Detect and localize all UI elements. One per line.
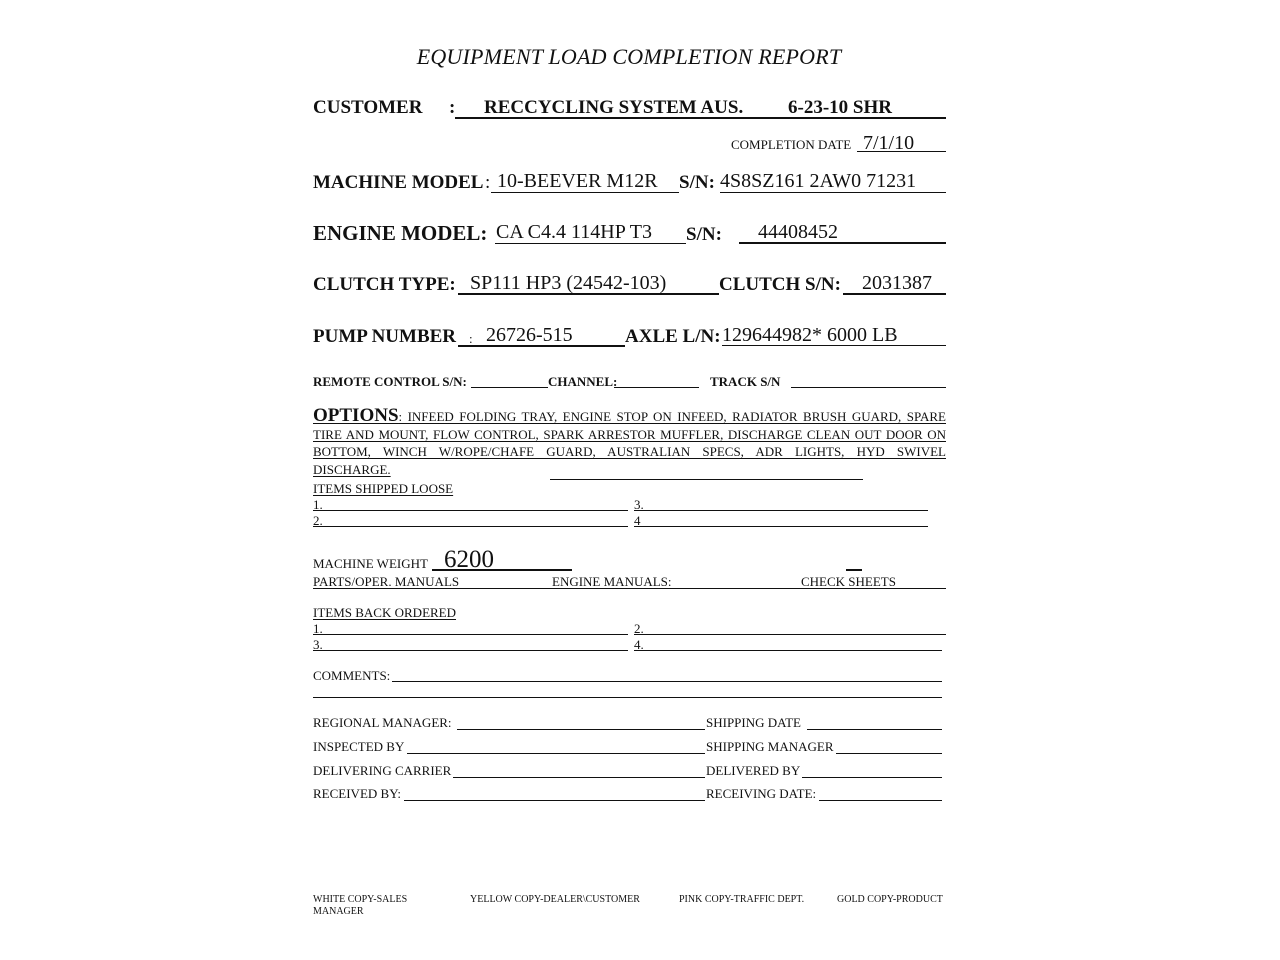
channel-line: [614, 387, 699, 388]
track-sn-label: TRACK S/N: [710, 374, 781, 389]
delivering-carrier-line: [453, 777, 705, 778]
machine-weight-value: 6200: [444, 546, 494, 573]
pump-number-value: 26726-515: [486, 324, 573, 346]
clutch-type-label: CLUTCH TYPE:: [313, 274, 456, 295]
engine-manuals-label: ENGINE MANUALS:: [552, 574, 672, 589]
back-ordered-1: 1.: [313, 621, 323, 636]
comments-label: COMMENTS:: [313, 668, 391, 683]
engine-model-line: [495, 243, 686, 244]
machine-model-colon: :: [485, 172, 491, 193]
axle-value: 129644982* 6000 LB: [722, 324, 898, 346]
manuals-line: [313, 588, 946, 589]
gold-copy-label: GOLD COPY-PRODUCT: [837, 894, 943, 905]
engine-model-value: CA C4.4 114HP T3: [496, 221, 652, 243]
pump-number-colon: :: [469, 331, 473, 346]
white-copy-label-2: MANAGER: [313, 906, 364, 917]
pump-number-line: [458, 345, 625, 347]
axle-label: AXLE L/N:: [625, 326, 721, 347]
options-block: [313, 407, 946, 478]
back-ordered-4: 4.: [634, 637, 644, 652]
options-text: : INFEED FOLDING TRAY, ENGINE STOP ON INFEED, RADIATOR BRUSH GUARD, SPARE TIRE AND MOUNT, FLOW CONTROL, SPARK ARRESTOR MUFFLER, DISCHARGE CLEAN OUT DOOR ON BOTTOM, WINCH W/ROPE/CHAFE GUARD, AUSTRALIAN SPECS, ADR LIGHTS, HYD SWIVEL DISCHARGE.: [313, 409, 946, 477]
engine-model-label: ENGINE MODEL:: [313, 221, 488, 245]
customer-label: CUSTOMER: [313, 97, 423, 118]
check-sheets-label: CHECK SHEETS: [801, 574, 896, 589]
options-end-line: [550, 479, 863, 480]
engine-sn-label: S/N:: [686, 224, 722, 245]
machine-sn-line: [720, 192, 946, 193]
machine-weight-line: [432, 569, 572, 571]
regional-manager-line: [457, 729, 705, 730]
completion-date-line: [857, 151, 946, 152]
clutch-sn-label: CLUTCH S/N:: [719, 274, 841, 295]
shipped-loose-2: 2.: [313, 513, 323, 528]
check-mark-line: [846, 569, 862, 571]
receiving-date-line: [819, 800, 942, 801]
yellow-copy-label: YELLOW COPY-DEALER\CUSTOMER: [470, 894, 640, 905]
customer-underline: [455, 117, 946, 119]
engine-sn-value: 44408452: [758, 221, 838, 243]
remote-control-label: REMOTE CONTROL S/N:: [313, 374, 467, 389]
received-by-label: RECEIVED BY:: [313, 786, 401, 801]
parts-manuals-label: PARTS/OPER. MANUALS: [313, 574, 460, 589]
completion-date-value: 7/1/10: [863, 132, 915, 154]
comments-line-2: [313, 697, 942, 698]
shipping-manager-line: [836, 753, 942, 754]
delivered-by-line: [802, 777, 942, 778]
shipping-manager-label: SHIPPING MANAGER: [706, 739, 834, 754]
back-ordered-2: 2.: [634, 621, 644, 636]
clutch-type-line: [458, 293, 719, 295]
shipped-loose-label: ITEMS SHIPPED LOOSE: [313, 481, 454, 496]
received-by-line: [404, 800, 705, 801]
back-ordered-line-1: [313, 634, 628, 635]
shipped-loose-line-3: [634, 510, 928, 511]
report-title: EQUIPMENT LOAD COMPLETION REPORT: [416, 44, 842, 69]
regional-manager-label: REGIONAL MANAGER:: [313, 715, 452, 730]
comments-line-1: [392, 681, 942, 682]
shipped-loose-line-2: [313, 526, 628, 527]
channel-label: CHANNEL:: [548, 374, 618, 389]
pink-copy-label: PINK COPY-TRAFFIC DEPT.: [679, 894, 805, 905]
customer-colon: :: [449, 97, 456, 118]
machine-sn-label: S/N:: [679, 172, 715, 193]
inspected-by-line: [407, 753, 705, 754]
clutch-type-value: SP111 HP3 (24542-103): [470, 272, 667, 294]
clutch-sn-value: 2031387: [862, 272, 932, 294]
inspected-by-label: INSPECTED BY: [313, 739, 405, 754]
shipping-date-line: [807, 729, 942, 730]
machine-weight-label: MACHINE WEIGHT: [313, 556, 428, 571]
shipped-loose-1: 1.: [313, 497, 323, 512]
options-label: OPTIONS: [313, 405, 399, 426]
shipped-loose-line-1: [313, 510, 628, 511]
back-ordered-3: 3.: [313, 637, 323, 652]
shipped-loose-4: 4: [634, 513, 641, 528]
shipped-loose-3: 3.: [634, 497, 644, 512]
remote-control-line: [471, 387, 548, 388]
back-ordered-line-2: [634, 634, 946, 635]
track-sn-line: [791, 387, 946, 388]
machine-model-line: [491, 192, 679, 193]
delivered-by-label: DELIVERED BY: [706, 763, 801, 778]
clutch-sn-line: [843, 293, 946, 295]
delivering-carrier-label: DELIVERING CARRIER: [313, 763, 452, 778]
shipped-loose-line-4: [634, 526, 928, 527]
back-ordered-line-4: [634, 650, 942, 651]
customer-code: 6-23-10 SHR: [788, 97, 892, 118]
shipping-date-label: SHIPPING DATE: [706, 715, 801, 730]
machine-model-label: MACHINE MODEL: [313, 172, 484, 193]
axle-line: [722, 345, 946, 346]
back-ordered-line-3: [313, 650, 628, 651]
customer-value: RECCYCLING SYSTEM AUS.: [484, 97, 744, 118]
engine-sn-line: [739, 242, 946, 244]
machine-model-value: 10-BEEVER M12R: [497, 170, 658, 192]
white-copy-label: WHITE COPY-SALES: [313, 894, 408, 905]
pump-number-label: PUMP NUMBER: [313, 326, 457, 347]
machine-sn-value: 4S8SZ161 2AW0 71231: [720, 170, 917, 192]
receiving-date-label: RECEIVING DATE:: [706, 786, 817, 801]
back-ordered-label: ITEMS BACK ORDERED: [313, 605, 457, 620]
completion-date-label: COMPLETION DATE: [731, 137, 852, 152]
